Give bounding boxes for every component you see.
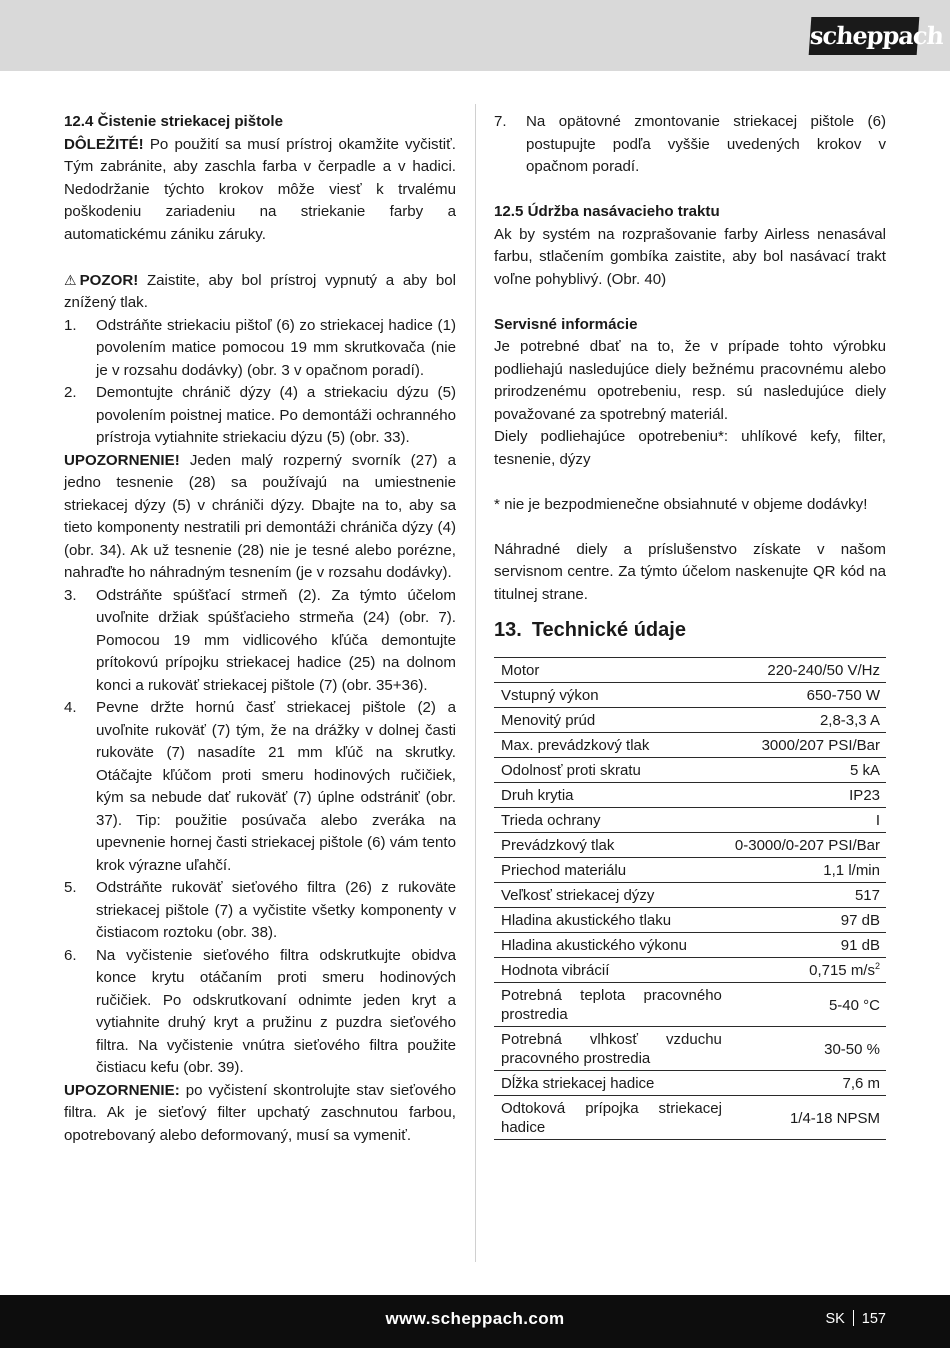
table-row — [494, 658, 886, 683]
spec-value — [728, 1096, 886, 1140]
scheppach-logo: scheppach — [809, 17, 920, 55]
notice-text-1: Jeden malý rozperný svorník (27) a jedno tesnenie (28) sa používajú na umiestnenie striekacej dýzy (5) v chrániči dýzy. Dbajte na to, aby sa tieto komponenty nestratili pri demontáži chrániča dýzy (4) (obr. 34). Ak už tesnenie (28) nie je tesné alebo porézne, nahraďte ho náhradným tesnením (je v rozsahu dodávky). — [64, 451, 456, 581]
steps-list-b — [64, 585, 456, 1080]
service-title: Servisné informácie — [494, 315, 638, 333]
notice-text-2: po vyčistení skontrolujte stav sieťového filtra. Ak je sieťový filter upchatý zaschnutou farbou, opotrebovaný alebo deformovaný, musí sa vymeniť. — [64, 1081, 456, 1144]
spec-label: Menovitý prúd — [494, 708, 728, 733]
spec-value — [728, 658, 886, 683]
table-row — [494, 1071, 886, 1096]
list-item — [64, 585, 456, 698]
important-text: Po použití sa musí prístroj okamžite vyčistiť. Tým zabránite, aby zaschla farba v čerpadle a v hadici. Nedodržanie týchto krokov môže viesť k trvalému poškodeniu zariadeniu na striekanie farby a automatickému zániku záruky. — [64, 135, 456, 243]
table-row — [494, 958, 886, 983]
important-label: DÔLEŽITÉ! — [64, 135, 144, 153]
page-number: 157 — [861, 1311, 886, 1327]
spec-value — [728, 983, 886, 1027]
spec-label: Hladina akustického výkonu — [494, 933, 728, 958]
spec-value — [728, 858, 886, 883]
step-text: Na opätovné zmontovanie striekacej pištole (6) postupujte podľa vyššie uvedených krokov v opačnom poradí. — [526, 113, 886, 175]
step-number: 7. — [494, 113, 507, 130]
spec-label: Hodnota vibrácií — [494, 958, 728, 983]
spec-value — [728, 733, 886, 758]
column-divider — [475, 104, 476, 1262]
table-row — [494, 858, 886, 883]
spec-label: Odolnosť proti skratu — [494, 758, 728, 783]
section-title-12-5: 12.5 Údržba nasávacieho traktu — [494, 203, 720, 220]
step-number: 2. — [64, 384, 77, 401]
spec-value-text: 5 kA — [849, 762, 880, 779]
spec-value-text: 2,8-3,3 A — [819, 712, 880, 729]
spec-value-text: 220-240/50 V/Hz — [767, 662, 880, 679]
spec-value — [728, 908, 886, 933]
caution-paragraph — [64, 269, 456, 315]
table-row — [494, 1096, 886, 1140]
spec-value-text: I — [875, 812, 880, 829]
spec-table — [494, 657, 886, 1140]
table-row — [494, 683, 886, 708]
spec-label: Hladina akustického tlaku — [494, 908, 728, 933]
step-text: Odstráňte striekaciu pištoľ (6) zo striekacej hadice (1) povolením matice pomocou 19 mm skrutkovača (nie je v rozsahu dodávky) (obr. 3 v opačnom poradí). — [96, 316, 456, 379]
spec-value-text: 30-50 % — [824, 1040, 880, 1058]
footer-bar — [0, 1295, 950, 1348]
table-row — [494, 908, 886, 933]
section-title-12-4: 12.4 Čistenie striekacej pištole — [64, 113, 283, 130]
table-row — [494, 933, 886, 958]
caution-text: Zaistite, aby bol prístroj vypnutý a aby bol znížený tlak. — [64, 271, 456, 311]
list-item — [494, 111, 886, 179]
step-text: Na vyčistenie sieťového filtra odskrutkujte obidva konce krytu otáčaním proti smeru hodinových ručičiek. Po odskrutkovaní odnimte jeden kryt a vytiahnite druhý kryt a pružinu z puzdra sieťového filtra. Na vyčistenie vnútra sieťového filtra použite čistiacu kefu (obr. 39). — [96, 946, 456, 1076]
step-text: Odstráňte rukoväť sieťového filtra (26) z rukoväte striekacej pištole (7) a vyčistite všetky komponenty v čistiacom roztoku (obr. 38). — [96, 879, 456, 941]
notice-label-1: UPOZORNENIE! — [64, 451, 180, 469]
notice-paragraph-2 — [64, 1080, 456, 1148]
spec-label: Potrebná teplota pracovného prostredia — [494, 983, 728, 1027]
separator — [853, 1310, 854, 1326]
spec-value — [728, 933, 886, 958]
spec-value — [728, 708, 886, 733]
spec-value — [728, 958, 886, 983]
spec-label: Max. prevádzkový tlak — [494, 733, 728, 758]
steps-list-a — [64, 315, 456, 450]
caution-label: POZOR! — [79, 271, 139, 289]
step-text: Pevne držte hornú časť striekacej pištole (2) a uvoľnite rukoväť (7) tým, že na drážky v dolnej časti rukoväte (7) nasadíte 21 mm kľúč na skrutky. Otáčajte kľúčom proti smeru hodinových ručičiek, kým sa nebude dať rukoväť (7) úplne odstrániť (obr. 37). Tip: použitie posúvača alebo zveráka na upevnenie hornej časti striekacej pištole (6) vám tento krok výrazne uľahčí. — [96, 699, 456, 874]
left-column — [64, 111, 456, 1147]
step-text: Odstráňte spúšťací strmeň (2). Za týmto účelom uvoľnite držiak spúšťacieho strmeňa (24) (obr. 7). Pomocou 19 mm vidlicového kľúča demontujte prítokovú prípojku striekacej hadice (25) na dolnom konci a rukoväť striekacej pištole (7) (obr. 35+36). — [96, 586, 456, 694]
notice-label-2: UPOZORNENIE: — [64, 1081, 180, 1099]
step-number: 6. — [64, 946, 77, 964]
header-bar — [0, 0, 950, 71]
list-item — [64, 382, 456, 450]
tech-data-title: Technické údaje — [531, 619, 686, 641]
spec-label: Dĺžka striekacej hadice — [494, 1071, 728, 1096]
spec-label: Trieda ochrany — [494, 808, 728, 833]
list-item — [64, 945, 456, 1080]
step-text: Demontujte chránič dýzy (4) a striekaciu dýzu (5) povolením poistnej matice. Po demontáži ochranného prístroja vytiahnite striekaciu dýzu (5) (obr. 33). — [96, 384, 456, 446]
spec-value-text: 1/4-18 NPSM — [789, 1109, 880, 1127]
table-row — [494, 883, 886, 908]
spec-label: Motor — [494, 658, 728, 683]
spec-value-superscript: 2 — [874, 961, 880, 971]
step-number: 5. — [64, 879, 77, 896]
spec-value-text: 0-3000/0-207 PSI/Bar — [734, 837, 880, 854]
spec-label: Veľkosť striekacej dýzy — [494, 883, 728, 908]
spec-value-text: 97 dB — [840, 912, 880, 929]
service-text-2: Diely podliehajúce opotrebeniu*: uhlíkové kefy, filter, tesnenie, dýzy — [494, 428, 886, 468]
list-item — [64, 315, 456, 383]
spec-label: Odtoková prípojka striekacej hadice — [494, 1096, 728, 1140]
list-item — [64, 697, 456, 877]
right-column — [494, 111, 886, 1140]
tech-data-heading — [494, 617, 886, 643]
spec-value — [728, 1071, 886, 1096]
table-row — [494, 833, 886, 858]
notice-paragraph-1 — [64, 450, 456, 585]
important-paragraph — [64, 134, 456, 247]
spec-label: Vstupný výkon — [494, 683, 728, 708]
language-code: SK — [825, 1311, 845, 1327]
table-row — [494, 733, 886, 758]
spec-value — [728, 883, 886, 908]
table-row — [494, 708, 886, 733]
table-row — [494, 983, 886, 1027]
spec-label: Prevádzkový tlak — [494, 833, 728, 858]
tech-data-number: 13. — [494, 619, 522, 641]
spec-value — [728, 833, 886, 858]
spare-parts-text: Náhradné diely a príslušenstvo získate v našom servisnom centre. Za týmto účelom naskenujte QR kód na titulnej strane. — [494, 540, 886, 603]
spec-value-text: 650-750 W — [806, 687, 880, 704]
spec-label: Priechod materiálu — [494, 858, 728, 883]
page-indicator — [825, 1310, 886, 1327]
table-row — [494, 1027, 886, 1071]
spec-value-text: 517 — [854, 887, 880, 904]
step-number: 3. — [64, 586, 77, 604]
spec-value-text: 91 dB — [840, 937, 880, 954]
footnote: * nie je bezpodmienečne obsiahnuté v objeme dodávky! — [494, 495, 868, 513]
spec-value — [728, 683, 886, 708]
website-link[interactable]: www.scheppach.com — [385, 1309, 565, 1328]
step-number: 1. — [64, 316, 77, 334]
spec-label: Potrebná vlhkosť vzduchu pracovného prostredia — [494, 1027, 728, 1071]
spec-value-text: 1,1 l/min — [823, 862, 880, 879]
spec-value-text: 7,6 m — [842, 1075, 880, 1092]
service-text-1: Je potrebné dbať na to, že v prípade tohto výrobku podliehajú nasledujúce diely bežnému pracovnému alebo prirodzenému opotrebeniu, resp. sú nasledujúce diely považované za spotrebný materiál. — [494, 338, 886, 423]
warning-triangle-icon: ⚠ — [64, 271, 77, 288]
spec-value-text: 0,715 m/s — [809, 962, 875, 979]
step-number: 4. — [64, 699, 77, 716]
spec-value — [728, 758, 886, 783]
section-12-5-text: Ak by systém na rozprašovanie farby Airless nenasával farbu, stlačením gombíka zaistite, aby bol nasávací trakt voľne pohyblivý. (Obr. 40) — [494, 225, 886, 288]
list-item — [64, 877, 456, 945]
spec-value-text: 3000/207 PSI/Bar — [761, 737, 880, 754]
spec-label: Druh krytia — [494, 783, 728, 808]
table-row — [494, 783, 886, 808]
spec-value — [728, 1027, 886, 1071]
table-row — [494, 808, 886, 833]
spec-value-text: IP23 — [849, 787, 880, 804]
table-row — [494, 758, 886, 783]
spec-value — [728, 783, 886, 808]
spec-value — [728, 808, 886, 833]
spec-value-text: 5-40 °C — [828, 996, 880, 1014]
